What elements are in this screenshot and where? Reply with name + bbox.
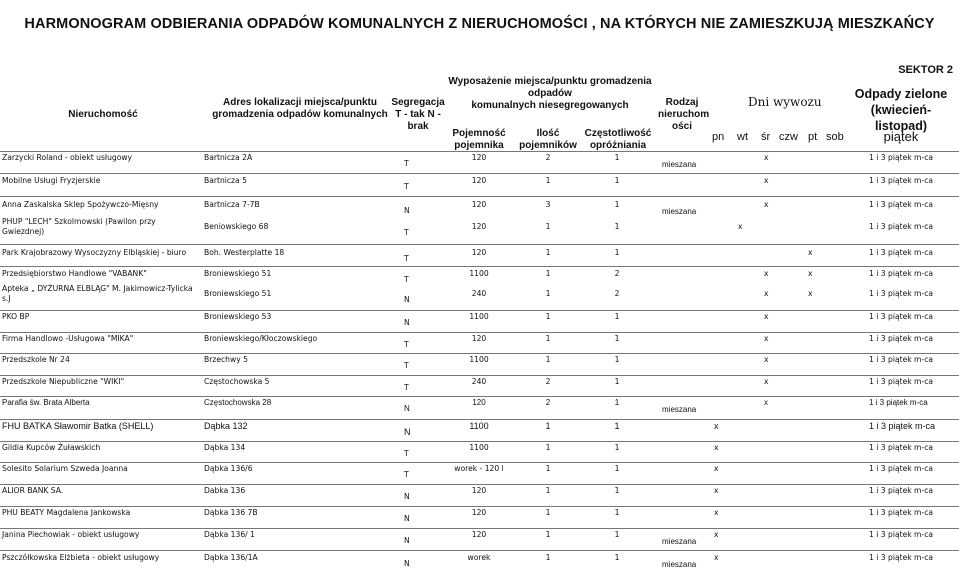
row-capacity: 120 (471, 508, 487, 517)
row-divider (0, 528, 959, 529)
header-address-line2: gromadzenia odpadów komunalnych (212, 109, 388, 120)
row-segregation: T (404, 159, 409, 168)
row-day-mark: x (764, 153, 769, 162)
header-green-waste (845, 86, 957, 134)
header-days: Dni wywozu (748, 95, 822, 109)
row-divider (0, 173, 959, 174)
header-seg-line2: T - tak N - (395, 109, 441, 120)
row-name-line2: Gwiezdnej) (2, 227, 45, 236)
row-kind: mieszana (662, 537, 697, 546)
row-day-mark: x (764, 289, 769, 298)
row-frequency: 2 (614, 289, 620, 298)
row-divider (0, 244, 959, 245)
row-capacity: 1100 (469, 443, 489, 452)
row-day-mark: x (738, 222, 743, 231)
row-quantity: 1 (545, 355, 551, 364)
row-day-mark: x (714, 486, 719, 495)
row-quantity: 2 (545, 153, 551, 162)
row-green-schedule: 1 i 3 piątek m-ca (869, 248, 934, 257)
row-address: Broniewskiego 51 (204, 269, 272, 278)
header-seg-line1: Segregacja (391, 97, 445, 108)
row-capacity: 1100 (469, 421, 489, 431)
row-address: Bartnicza 7-7B (204, 200, 260, 209)
row-address: Bartnicza 5 (204, 176, 247, 185)
row-quantity: 3 (545, 200, 551, 209)
row-day-mark: x (714, 421, 719, 431)
row-day-mark: x (764, 200, 769, 209)
row-name: Firma Handlowo -Usługowa "MIKA" (2, 334, 134, 343)
row-capacity: 1100 (469, 355, 489, 364)
header-address-line1: Adres lokalizacji miejsca/punktu (223, 97, 377, 108)
row-green-schedule: 1 i 3 piątek m-ca (869, 421, 936, 431)
row-name: Mobilne Usługi Fryzjerskie (2, 176, 101, 185)
row-name: Przedszkole Nr 24 (2, 355, 70, 364)
row-divider (0, 353, 959, 354)
row-divider (0, 266, 959, 267)
header-address (210, 97, 390, 121)
row-frequency: 1 (614, 248, 620, 257)
row-frequency: 1 (614, 508, 620, 517)
row-kind: mieszana (662, 207, 697, 216)
row-green-schedule: 1 i 3 piątek m-ca (869, 377, 934, 386)
row-segregation: T (404, 361, 409, 370)
row-frequency: 1 (614, 334, 620, 343)
row-quantity: 1 (545, 176, 551, 185)
row-segregation: T (404, 228, 409, 237)
row-segregation: N (404, 427, 411, 437)
row-kind: mieszana (662, 560, 697, 569)
header-equip-line2: odpadów (528, 88, 572, 99)
row-frequency: 1 (614, 355, 620, 364)
row-name: Anna Zaskalska Sklep Spożywczo-Mięsny (2, 200, 159, 209)
row-divider (0, 151, 959, 152)
day-pt: pt (808, 131, 818, 143)
row-frequency: 2 (614, 269, 620, 278)
row-name: PHU BEATY Magdalena Jankowska (2, 508, 131, 517)
row-segregation: N (404, 404, 410, 413)
row-name: Park Krajobrazowy Wysoczyzny Elbląskiej - biuro (2, 248, 187, 257)
row-divider (0, 462, 959, 463)
header-frequency (582, 128, 654, 152)
row-segregation: T (404, 340, 409, 349)
row-green-schedule: 1 i 3 piątek m-ca (869, 530, 934, 539)
row-divider (0, 484, 959, 485)
row-name: Zarzycki Roland - obiekt usługowy (2, 153, 133, 162)
row-frequency: 1 (614, 153, 620, 162)
row-quantity: 1 (545, 222, 551, 231)
row-day-mark: x (714, 530, 719, 539)
row-capacity: worek (467, 553, 491, 562)
row-day-mark: x (764, 269, 769, 278)
row-divider (0, 396, 959, 397)
row-day-mark: x (764, 398, 768, 407)
row-segregation: T (404, 470, 409, 479)
row-segregation: T (404, 383, 409, 392)
row-name: Apteka „ DYŻURNA ELBLĄG" M. Jakimowicz-Tylicka (2, 284, 193, 293)
row-address: Dąbka 136/ 1 (204, 530, 255, 539)
row-divider (0, 196, 959, 197)
row-day-mark: x (764, 176, 769, 185)
row-frequency: 1 (614, 398, 620, 407)
row-kind: mieszana (662, 160, 697, 169)
row-address: Broniewskiego/Kłoczowskiego (204, 334, 318, 343)
row-green-schedule: 1 i 3 piątek m-ca (869, 398, 928, 407)
row-name: Janina Piechowiak - obiekt usługowy (2, 530, 140, 539)
row-name: Solesito Solarium Szweda Joanna (2, 464, 128, 473)
row-name: Przedsiębiorstwo Handlowe "VABANK" (2, 269, 147, 278)
row-name-line2: s.J (2, 294, 11, 303)
row-kind: mieszana (662, 405, 697, 414)
header-green-line1: Odpady zielone (854, 87, 948, 101)
row-frequency: 1 (614, 312, 620, 321)
row-day-mark-2: x (808, 289, 813, 298)
row-green-schedule: 1 i 3 piątek m-ca (869, 464, 934, 473)
row-address: Dąbka 132 (204, 421, 248, 431)
row-segregation: N (404, 514, 410, 523)
day-sr: śr (761, 131, 771, 143)
row-green-schedule: 1 i 3 piątek m-ca (869, 486, 934, 495)
row-capacity: worek - 120 l (454, 464, 504, 473)
row-day-mark: x (764, 377, 769, 386)
row-quantity: 1 (545, 464, 551, 473)
header-green-day: piątek (883, 129, 919, 144)
day-pn: pn (712, 131, 725, 143)
row-segregation: N (404, 492, 410, 501)
row-day-mark: x (714, 464, 719, 473)
row-frequency: 1 (614, 222, 620, 231)
row-divider (0, 506, 959, 507)
header-cap-line1: Pojemność (452, 128, 506, 139)
header-cap-line2: pojemnika (454, 140, 504, 151)
row-day-mark: x (714, 508, 719, 517)
row-quantity: 1 (545, 269, 551, 278)
row-day-mark-2: x (808, 269, 813, 278)
row-day-mark: x (764, 355, 769, 364)
row-address: Boh. Westerplatte 18 (204, 248, 285, 257)
row-address: Dąbka 136 7B (204, 508, 258, 517)
day-sob: sob (826, 131, 844, 143)
row-address: Broniewskiego 53 (204, 312, 272, 321)
row-segregation: T (404, 449, 409, 458)
header-segregation (388, 97, 448, 133)
header-equip-line1: Wyposażenie miejsca/punktu gromadzenia (448, 76, 652, 87)
row-name: ALIOR BANK SA. (2, 486, 64, 495)
row-green-schedule: 1 i 3 piątek m-ca (869, 443, 934, 452)
row-green-schedule: 1 i 3 piątek m-ca (869, 222, 934, 231)
row-address: Brzechwy 5 (204, 355, 248, 364)
header-qty-line1: Ilość (536, 128, 560, 139)
header-qty-line2: pojemników (519, 140, 577, 151)
row-address: Dąbka 136/6 (204, 464, 253, 473)
row-green-schedule: 1 i 3 piątek m-ca (869, 553, 934, 562)
row-capacity: 120 (471, 334, 487, 343)
row-quantity: 2 (545, 398, 551, 407)
row-capacity: 120 (471, 176, 487, 185)
row-capacity: 1100 (469, 269, 489, 278)
row-green-schedule: 1 i 3 piątek m-ca (869, 312, 934, 321)
row-capacity: 120 (471, 486, 487, 495)
row-green-schedule: 1 i 3 piątek m-ca (869, 176, 934, 185)
row-name: PHUP "LECH" Szkolmowski (Pawilon przy (2, 217, 156, 226)
row-name: Gildia Kupców Żuławskich (2, 443, 101, 452)
row-frequency: 1 (614, 443, 620, 452)
header-green-line2: (kwiecień-listopad) (870, 103, 932, 133)
row-divider (0, 441, 959, 442)
row-quantity: 1 (545, 508, 551, 517)
row-capacity: 120 (472, 398, 486, 407)
row-quantity: 1 (545, 530, 551, 539)
row-address: Częstochowska 28 (204, 398, 272, 407)
header-kind (658, 97, 710, 133)
row-green-schedule: 1 i 3 piątek m-ca (869, 153, 934, 162)
row-address: Dabka 136 (204, 486, 246, 495)
header-property: Nieruchomość (68, 109, 138, 120)
row-capacity: 120 (471, 200, 487, 209)
row-quantity: 1 (545, 289, 551, 298)
page-title: HARMONOGRAM ODBIERANIA ODPADÓW KOMUNALNYCH Z NIERUCHOMOŚCI , NA KTÓRYCH NIE ZAMIESZKUJĄ MIESZKAŃCY (24, 16, 935, 32)
header-freq-line1: Częstotliwość (584, 128, 652, 139)
row-green-schedule: 1 i 3 piątek m-ca (869, 508, 934, 517)
row-day-mark: x (714, 443, 719, 452)
row-green-schedule: 1 i 3 piątek m-ca (869, 200, 934, 209)
row-quantity: 1 (545, 443, 551, 452)
sector-label: SEKTOR 2 (898, 64, 953, 76)
row-quantity: 1 (545, 421, 551, 431)
day-wt: wt (737, 131, 748, 143)
row-segregation: N (404, 559, 410, 568)
row-name: Parafia św. Brata Alberta (2, 398, 90, 407)
header-kind-line2: nieruchom (658, 109, 710, 120)
row-green-schedule: 1 i 3 piątek m-ca (869, 355, 934, 364)
header-quantity (516, 128, 580, 152)
day-czw: czw (779, 131, 798, 143)
row-frequency: 1 (614, 377, 620, 386)
row-segregation: T (404, 254, 409, 263)
row-divider (0, 332, 959, 333)
row-address: Częstochowska 5 (204, 377, 270, 386)
row-name: Pszczółkowska Elżbieta - obiekt usługowy (2, 553, 160, 562)
row-divider (0, 310, 959, 311)
row-quantity: 1 (545, 486, 551, 495)
header-equipment (445, 76, 655, 112)
row-address: Beniowskiego 68 (204, 222, 269, 231)
row-segregation: T (404, 182, 409, 191)
row-green-schedule: 1 i 3 piątek m-ca (869, 289, 934, 298)
row-quantity: 1 (545, 248, 551, 257)
row-quantity: 2 (545, 377, 551, 386)
row-segregation: T (404, 275, 409, 284)
row-day-mark: x (808, 248, 813, 257)
row-divider (0, 375, 959, 376)
row-frequency: 1 (614, 421, 620, 431)
row-capacity: 240 (471, 377, 487, 386)
row-name: PKO BP (2, 312, 30, 321)
row-frequency: 1 (614, 486, 620, 495)
row-frequency: 1 (614, 464, 620, 473)
header-capacity (447, 128, 511, 152)
row-day-mark: x (764, 312, 769, 321)
row-capacity: 120 (471, 530, 487, 539)
row-frequency: 1 (614, 530, 620, 539)
header-freq-line2: opróżniania (589, 140, 647, 151)
row-frequency: 1 (614, 176, 620, 185)
row-frequency: 1 (614, 200, 620, 209)
row-segregation: N (404, 318, 410, 327)
row-address: Dąbka 134 (204, 443, 246, 452)
row-green-schedule: 1 i 3 piątek m-ca (869, 269, 934, 278)
row-capacity: 240 (471, 289, 487, 298)
row-capacity: 120 (471, 248, 487, 257)
row-divider (0, 550, 959, 551)
header-kind-line3: ości (671, 121, 692, 132)
row-segregation: N (404, 536, 410, 545)
header-kind-line1: Rodzaj (665, 97, 699, 108)
row-day-mark: x (714, 553, 719, 562)
row-name: FHU BATKA Sławomir Batka (SHELL) (2, 421, 154, 431)
header-equip-line3: komunalnych niesegregowanych (471, 100, 629, 111)
row-day-mark: x (764, 334, 769, 343)
row-address: Broniewskiego 51 (204, 289, 272, 298)
row-quantity: 1 (545, 312, 551, 321)
row-segregation: N (404, 295, 410, 304)
row-capacity: 120 (471, 153, 487, 162)
row-quantity: 1 (545, 553, 551, 562)
row-capacity: 1100 (469, 312, 489, 321)
row-address: Bartnicza 2A (204, 153, 253, 162)
row-divider (0, 419, 959, 420)
row-capacity: 120 (471, 222, 487, 231)
row-segregation: N (404, 206, 410, 215)
row-quantity: 1 (545, 334, 551, 343)
row-address: Dąbka 136/1A (204, 553, 258, 562)
row-name: Przedszkole Niepubliczne "WIKI" (2, 377, 125, 386)
row-green-schedule: 1 i 3 piątek m-ca (869, 334, 934, 343)
header-seg-line3: brak (407, 121, 429, 132)
row-frequency: 1 (614, 553, 620, 562)
